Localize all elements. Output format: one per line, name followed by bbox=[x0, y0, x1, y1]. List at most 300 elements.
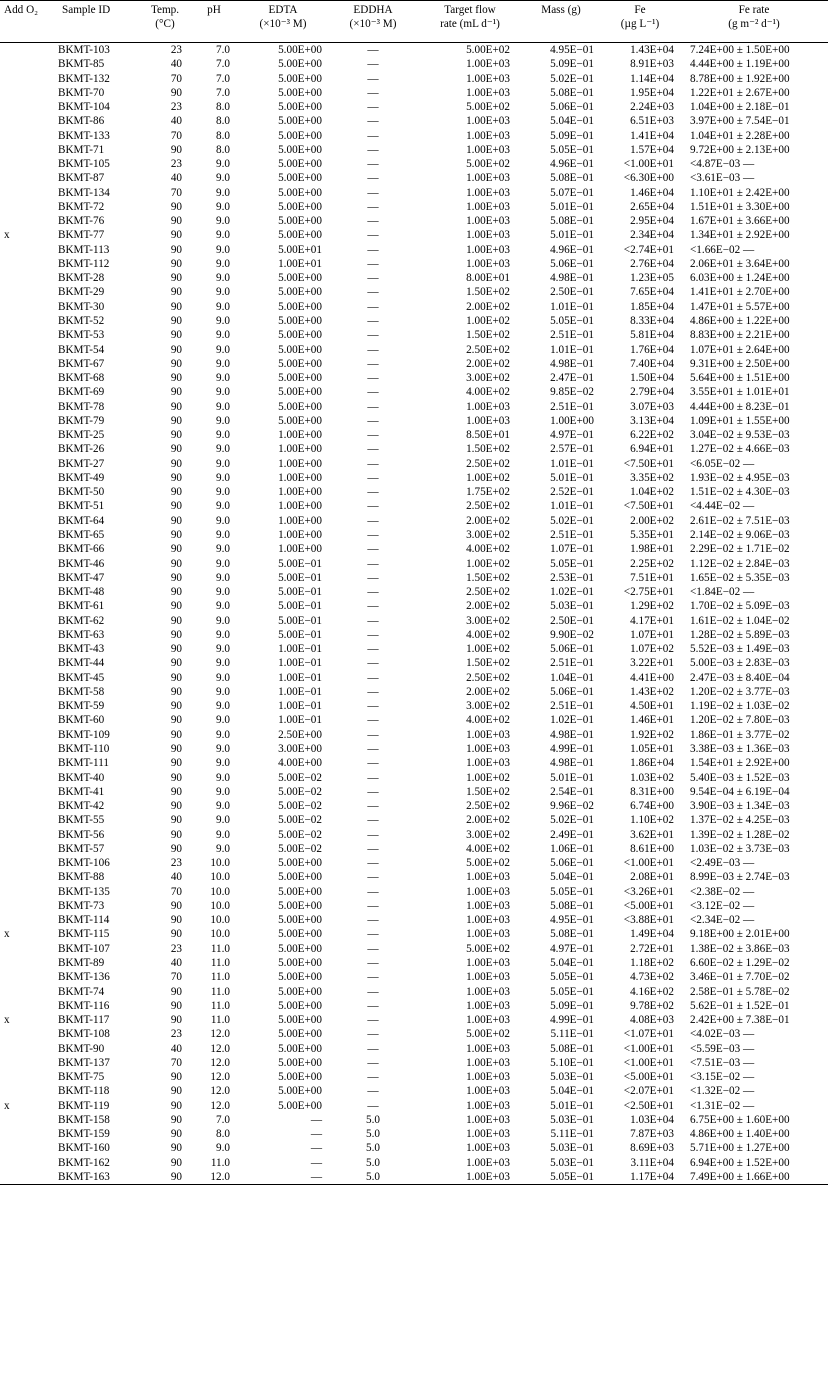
cell-sample-id: BKMT-66 bbox=[58, 543, 105, 556]
cell-eddha: — bbox=[367, 72, 379, 85]
cell-fe-rate: 1.20E−02 ± 3.77E−03 bbox=[690, 685, 790, 698]
cell-edta: 1.00E+00 bbox=[278, 500, 322, 513]
cell-add-o2 bbox=[0, 114, 58, 128]
table-row bbox=[0, 257, 828, 271]
cell-add-o2 bbox=[0, 557, 58, 571]
cell-fe: 1.14E+04 bbox=[630, 72, 674, 85]
cell-fe: 2.95E+04 bbox=[630, 215, 674, 228]
cell-flow-rate: 1.00E+02 bbox=[466, 471, 510, 484]
cell-edta: 5.00E+00 bbox=[278, 129, 322, 142]
header-line: Temp. bbox=[150, 4, 180, 16]
cell-eddha: — bbox=[367, 700, 379, 713]
cell-ph: 9.0 bbox=[216, 785, 230, 798]
cell-temp: 90 bbox=[170, 999, 182, 1012]
cell-flow-rate: 1.00E+03 bbox=[466, 72, 510, 85]
table-row bbox=[0, 129, 828, 143]
cell-temp: 90 bbox=[170, 143, 182, 156]
cell-eddha: — bbox=[367, 529, 379, 541]
cell-ph: 9.0 bbox=[216, 529, 230, 541]
cell-edta: 5.00E+00 bbox=[278, 885, 322, 898]
header-eddha bbox=[328, 1, 418, 43]
cell-sample-id: BKMT-49 bbox=[58, 471, 105, 484]
cell-fe-rate: <3.61E−03 — bbox=[690, 172, 755, 185]
cell-sample-id: BKMT-51 bbox=[58, 500, 105, 513]
cell-add-o2 bbox=[0, 999, 58, 1013]
cell-flow-rate: 2.00E+02 bbox=[466, 814, 510, 827]
cell-fe: 3.11E+04 bbox=[630, 1156, 674, 1169]
header-sample-id bbox=[58, 1, 140, 43]
table-row bbox=[0, 314, 828, 328]
table-row bbox=[0, 1113, 828, 1127]
cell-fe-rate: 1.04E+00 ± 2.18E−01 bbox=[690, 101, 790, 114]
cell-mass: 2.51E−01 bbox=[550, 529, 594, 541]
cell-add-o2 bbox=[0, 856, 58, 870]
table-row bbox=[0, 742, 828, 756]
cell-eddha: — bbox=[367, 286, 379, 299]
cell-fe-rate: 6.03E+00 ± 1.24E+00 bbox=[690, 272, 790, 285]
cell-sample-id: BKMT-61 bbox=[58, 600, 105, 613]
table-row bbox=[0, 813, 828, 827]
cell-edta: 5.00E+00 bbox=[278, 186, 322, 199]
cell-flow-rate: 1.00E+03 bbox=[466, 1071, 510, 1084]
cell-temp: 70 bbox=[170, 885, 182, 898]
cell-flow-rate: 2.00E+02 bbox=[466, 600, 510, 613]
cell-add-o2 bbox=[0, 984, 58, 998]
cell-flow-rate: 1.50E+02 bbox=[466, 657, 510, 670]
cell-ph: 9.0 bbox=[216, 514, 230, 527]
cell-edta: 3.00E+00 bbox=[278, 742, 322, 755]
cell-fe-rate: 4.44E+00 ± 8.23E−01 bbox=[690, 400, 790, 413]
cell-ph: 11.0 bbox=[210, 956, 230, 969]
header-line: pH bbox=[207, 4, 221, 16]
cell-mass: 5.04E−01 bbox=[550, 1085, 594, 1098]
cell-ph: 9.0 bbox=[216, 742, 230, 755]
cell-temp: 90 bbox=[170, 643, 182, 656]
cell-flow-rate: 3.00E+02 bbox=[466, 828, 510, 841]
cell-mass: 5.01E−01 bbox=[550, 229, 594, 242]
cell-ph: 9.0 bbox=[216, 443, 230, 456]
cell-add-o2 bbox=[0, 699, 58, 713]
cell-mass: 1.01E−01 bbox=[550, 500, 594, 513]
cell-sample-id: BKMT-65 bbox=[58, 529, 105, 541]
header-line: Fe rate bbox=[738, 4, 770, 16]
cell-flow-rate: 1.00E+03 bbox=[466, 115, 510, 128]
cell-flow-rate: 1.00E+03 bbox=[466, 1156, 510, 1169]
cell-sample-id: BKMT-114 bbox=[58, 914, 110, 927]
cell-fe: 3.22E+01 bbox=[630, 657, 674, 670]
cell-temp: 90 bbox=[170, 372, 182, 385]
cell-mass: 9.96E−02 bbox=[550, 800, 594, 813]
cell-eddha: — bbox=[367, 186, 379, 199]
cell-fe: 2.65E+04 bbox=[630, 200, 674, 213]
cell-mass: 2.50E−01 bbox=[550, 614, 594, 627]
cell-edta: 5.00E−02 bbox=[278, 814, 322, 827]
cell-temp: 90 bbox=[170, 315, 182, 328]
cell-temp: 90 bbox=[170, 571, 182, 584]
cell-add-o2 bbox=[0, 385, 58, 399]
cell-temp: 90 bbox=[170, 286, 182, 299]
cell-ph: 9.0 bbox=[216, 457, 230, 470]
cell-edta: 5.00E+00 bbox=[278, 871, 322, 884]
cell-fe-rate: 1.41E+01 ± 2.70E+00 bbox=[690, 286, 790, 299]
header-line: Target flow bbox=[444, 4, 496, 16]
cell-sample-id: BKMT-104 bbox=[58, 101, 110, 114]
cell-add-o2 bbox=[0, 499, 58, 513]
cell-sample-id: BKMT-87 bbox=[58, 172, 105, 185]
cell-flow-rate: 2.50E+02 bbox=[466, 800, 510, 813]
cell-temp: 40 bbox=[170, 172, 182, 185]
cell-ph: 9.0 bbox=[216, 229, 230, 242]
cell-ph: 9.0 bbox=[216, 800, 230, 813]
cell-eddha: — bbox=[367, 300, 379, 313]
cell-add-o2 bbox=[0, 742, 58, 756]
cell-add-o2 bbox=[0, 243, 58, 257]
cell-flow-rate: 1.00E+03 bbox=[466, 143, 510, 156]
cell-ph: 11.0 bbox=[210, 1156, 230, 1169]
cell-fe: 1.03E+02 bbox=[630, 771, 674, 784]
cell-edta: 5.00E−01 bbox=[278, 571, 322, 584]
cell-eddha: — bbox=[367, 1014, 379, 1027]
table-row bbox=[0, 385, 828, 399]
cell-edta: 5.00E+00 bbox=[278, 58, 322, 71]
cell-ph: 9.0 bbox=[216, 329, 230, 342]
cell-ph: 7.0 bbox=[216, 86, 230, 99]
cell-fe: <5.00E+01 bbox=[623, 899, 674, 912]
table-row bbox=[0, 428, 828, 442]
cell-sample-id: BKMT-136 bbox=[58, 971, 110, 984]
cell-fe-rate: <6.05E−02 — bbox=[690, 457, 755, 470]
cell-fe-rate: 1.03E−02 ± 3.73E−03 bbox=[690, 842, 790, 855]
cell-ph: 9.0 bbox=[216, 272, 230, 285]
cell-mass: 5.06E−01 bbox=[550, 101, 594, 114]
cell-temp: 90 bbox=[170, 1071, 182, 1084]
cell-eddha: — bbox=[367, 457, 379, 470]
cell-eddha: — bbox=[367, 44, 379, 56]
cell-flow-rate: 3.00E+02 bbox=[466, 372, 510, 385]
table-row bbox=[0, 699, 828, 713]
cell-add-o2 bbox=[0, 214, 58, 228]
cell-fe: 7.65E+04 bbox=[630, 286, 674, 299]
header-line: (×10⁻³ M) bbox=[259, 18, 307, 30]
cell-eddha: — bbox=[367, 571, 379, 584]
cell-flow-rate: 1.00E+03 bbox=[466, 86, 510, 99]
cell-ph: 9.0 bbox=[216, 372, 230, 385]
cell-fe: 1.43E+02 bbox=[630, 685, 674, 698]
cell-fe-rate: <3.15E−02 — bbox=[690, 1071, 755, 1084]
cell-eddha: — bbox=[367, 471, 379, 484]
cell-mass: 5.03E−01 bbox=[550, 1071, 594, 1084]
cell-sample-id: BKMT-108 bbox=[58, 1028, 110, 1041]
cell-add-o2 bbox=[0, 157, 58, 171]
cell-flow-rate: 2.50E+02 bbox=[466, 671, 510, 684]
cell-fe: 8.33E+04 bbox=[630, 315, 674, 328]
cell-add-o2: x bbox=[4, 928, 10, 941]
cell-fe-rate: 5.62E−01 ± 1.52E−01 bbox=[690, 999, 790, 1012]
header-line: Mass (g) bbox=[541, 4, 581, 16]
cell-fe-rate: 4.86E+00 ± 1.40E+00 bbox=[690, 1128, 790, 1141]
table-row bbox=[0, 1170, 828, 1185]
cell-sample-id: BKMT-71 bbox=[58, 143, 105, 156]
cell-ph: 9.0 bbox=[216, 186, 230, 199]
cell-flow-rate: 1.00E+02 bbox=[466, 771, 510, 784]
cell-fe: 2.25E+02 bbox=[630, 557, 674, 570]
cell-edta: 1.00E+00 bbox=[278, 471, 322, 484]
cell-flow-rate: 1.00E+03 bbox=[466, 172, 510, 185]
cell-add-o2 bbox=[0, 86, 58, 100]
header-line: Add O₂ bbox=[4, 4, 39, 16]
cell-add-o2 bbox=[0, 756, 58, 770]
cell-eddha: — bbox=[367, 899, 379, 912]
cell-fe: 9.78E+02 bbox=[630, 999, 674, 1012]
cell-temp: 90 bbox=[170, 429, 182, 442]
cell-fe-rate: 7.24E+00 ± 1.50E+00 bbox=[690, 44, 790, 56]
cell-temp: 90 bbox=[170, 1156, 182, 1169]
cell-fe-rate: 8.83E+00 ± 2.21E+00 bbox=[690, 329, 790, 342]
cell-edta: 5.00E+00 bbox=[278, 1071, 322, 1084]
cell-flow-rate: 1.00E+03 bbox=[466, 1042, 510, 1055]
cell-add-o2 bbox=[0, 471, 58, 485]
cell-ph: 9.0 bbox=[216, 771, 230, 784]
cell-fe-rate: 5.52E−03 ± 1.49E−03 bbox=[690, 643, 790, 656]
table-row bbox=[0, 557, 828, 571]
cell-fe-rate: 1.12E−02 ± 2.84E−03 bbox=[690, 557, 790, 570]
cell-fe-rate: 5.00E−03 ± 2.83E−03 bbox=[690, 657, 790, 670]
cell-edta: 5.00E+00 bbox=[278, 86, 322, 99]
cell-mass: 5.03E−01 bbox=[550, 600, 594, 613]
cell-add-o2 bbox=[0, 970, 58, 984]
cell-ph: 9.0 bbox=[216, 643, 230, 656]
cell-flow-rate: 3.00E+02 bbox=[466, 614, 510, 627]
cell-ph: 9.0 bbox=[216, 500, 230, 513]
cell-flow-rate: 1.00E+03 bbox=[466, 985, 510, 998]
cell-mass: 5.01E−01 bbox=[550, 1099, 594, 1112]
cell-eddha: — bbox=[367, 414, 379, 427]
cell-fe-rate: 6.75E+00 ± 1.60E+00 bbox=[690, 1113, 790, 1126]
cell-add-o2 bbox=[0, 514, 58, 528]
cell-sample-id: BKMT-30 bbox=[58, 300, 105, 313]
cell-mass: 5.01E−01 bbox=[550, 471, 594, 484]
cell-ph: 9.0 bbox=[216, 614, 230, 627]
cell-sample-id: BKMT-53 bbox=[58, 329, 105, 342]
cell-mass: 4.97E−01 bbox=[550, 429, 594, 442]
cell-sample-id: BKMT-76 bbox=[58, 215, 105, 228]
cell-mass: 4.99E−01 bbox=[550, 742, 594, 755]
table-row bbox=[0, 956, 828, 970]
cell-sample-id: BKMT-64 bbox=[58, 514, 105, 527]
cell-eddha: — bbox=[367, 1099, 379, 1112]
cell-mass: 5.02E−01 bbox=[550, 814, 594, 827]
table-row bbox=[0, 899, 828, 913]
cell-ph: 11.0 bbox=[210, 971, 230, 984]
cell-fe-rate: <4.02E−03 — bbox=[690, 1028, 755, 1041]
cell-sample-id: BKMT-111 bbox=[58, 757, 109, 770]
cell-ph: 8.0 bbox=[216, 115, 230, 128]
cell-flow-rate: 1.00E+03 bbox=[466, 928, 510, 941]
cell-temp: 23 bbox=[170, 158, 182, 171]
cell-temp: 90 bbox=[170, 486, 182, 499]
cell-eddha: — bbox=[367, 486, 379, 499]
cell-temp: 90 bbox=[170, 200, 182, 213]
cell-eddha: — bbox=[367, 1028, 379, 1041]
table-row bbox=[0, 157, 828, 171]
cell-fe: 4.16E+02 bbox=[630, 985, 674, 998]
header-line: (×10⁻³ M) bbox=[349, 18, 397, 30]
cell-temp: 90 bbox=[170, 757, 182, 770]
cell-edta: 1.00E+00 bbox=[278, 529, 322, 541]
table-row bbox=[0, 842, 828, 856]
table-row bbox=[0, 442, 828, 456]
cell-flow-rate: 3.00E+02 bbox=[466, 700, 510, 713]
header-ph bbox=[190, 1, 238, 43]
cell-ph: 12.0 bbox=[210, 1099, 230, 1112]
cell-fe: 2.76E+04 bbox=[630, 257, 674, 270]
cell-sample-id: BKMT-85 bbox=[58, 58, 105, 71]
cell-edta: 5.00E+00 bbox=[278, 172, 322, 185]
cell-fe: <6.30E+00 bbox=[623, 172, 674, 185]
cell-sample-id: BKMT-112 bbox=[58, 257, 110, 270]
cell-add-o2 bbox=[0, 271, 58, 285]
cell-eddha: — bbox=[367, 143, 379, 156]
cell-ph: 10.0 bbox=[210, 928, 230, 941]
cell-mass: 1.02E−01 bbox=[550, 586, 594, 599]
cell-add-o2 bbox=[0, 1056, 58, 1070]
cell-ph: 8.0 bbox=[216, 101, 230, 114]
cell-ph: 7.0 bbox=[216, 58, 230, 71]
cell-edta: 5.00E−02 bbox=[278, 771, 322, 784]
cell-flow-rate: 5.00E+02 bbox=[466, 44, 510, 56]
cell-temp: 90 bbox=[170, 500, 182, 513]
cell-edta: 5.00E+00 bbox=[278, 72, 322, 85]
cell-fe: <1.00E+01 bbox=[623, 1042, 674, 1055]
cell-fe-rate: 1.27E−02 ± 4.66E−03 bbox=[690, 443, 790, 456]
cell-fe-rate: 3.04E−02 ± 9.53E−03 bbox=[690, 429, 790, 442]
cell-sample-id: BKMT-46 bbox=[58, 557, 105, 570]
table-row bbox=[0, 514, 828, 528]
cell-mass: 9.85E−02 bbox=[550, 386, 594, 399]
cell-temp: 90 bbox=[170, 357, 182, 370]
cell-mass: 5.03E−01 bbox=[550, 1142, 594, 1155]
cell-ph: 9.0 bbox=[216, 657, 230, 670]
cell-flow-rate: 1.00E+03 bbox=[466, 1014, 510, 1027]
cell-fe-rate: 1.22E+01 ± 2.67E+00 bbox=[690, 86, 790, 99]
cell-ph: 9.0 bbox=[216, 486, 230, 499]
cell-mass: 4.98E−01 bbox=[550, 357, 594, 370]
cell-ph: 9.0 bbox=[216, 215, 230, 228]
cell-mass: 5.05E−01 bbox=[550, 1170, 594, 1183]
cell-fe-rate: 3.90E−03 ± 1.34E−03 bbox=[690, 800, 790, 813]
cell-fe-rate: <2.34E−02 — bbox=[690, 914, 755, 927]
cell-edta: 5.00E+00 bbox=[278, 357, 322, 370]
cell-temp: 23 bbox=[170, 101, 182, 114]
cell-flow-rate: 8.00E+01 bbox=[466, 272, 510, 285]
cell-fe-rate: 5.71E+00 ± 1.27E+00 bbox=[690, 1142, 790, 1155]
cell-mass: 5.06E−01 bbox=[550, 685, 594, 698]
cell-temp: 90 bbox=[170, 985, 182, 998]
table-row bbox=[0, 100, 828, 114]
cell-fe-rate: 1.51E+01 ± 3.30E+00 bbox=[690, 200, 790, 213]
cell-mass: 5.05E−01 bbox=[550, 143, 594, 156]
cell-edta: 5.00E+00 bbox=[278, 329, 322, 342]
cell-temp: 90 bbox=[170, 243, 182, 256]
cell-add-o2 bbox=[0, 400, 58, 414]
header-temp bbox=[140, 1, 190, 43]
cell-add-o2 bbox=[0, 371, 58, 385]
cell-ph: 9.0 bbox=[216, 357, 230, 370]
table-header bbox=[0, 1, 828, 43]
cell-ph: 9.0 bbox=[216, 257, 230, 270]
cell-ph: 9.0 bbox=[216, 828, 230, 841]
cell-mass: 2.54E−01 bbox=[550, 785, 594, 798]
header-line: (°C) bbox=[155, 18, 175, 30]
cell-edta: 5.00E−01 bbox=[278, 628, 322, 641]
cell-fe-rate: 1.04E+01 ± 2.28E+00 bbox=[690, 129, 790, 142]
cell-edta: — bbox=[310, 1128, 322, 1141]
cell-eddha: 5.0 bbox=[366, 1142, 380, 1155]
cell-add-o2 bbox=[0, 1027, 58, 1041]
cell-add-o2 bbox=[0, 813, 58, 827]
cell-eddha: — bbox=[367, 372, 379, 385]
cell-ph: 8.0 bbox=[216, 143, 230, 156]
cell-sample-id: BKMT-70 bbox=[58, 86, 105, 99]
cell-add-o2 bbox=[0, 129, 58, 143]
cell-ph: 9.0 bbox=[216, 557, 230, 570]
cell-fe: <3.26E+01 bbox=[623, 885, 674, 898]
header-fe bbox=[600, 1, 680, 43]
cell-temp: 40 bbox=[170, 1042, 182, 1055]
cell-ph: 11.0 bbox=[210, 1014, 230, 1027]
cell-eddha: — bbox=[367, 757, 379, 770]
cell-mass: 4.98E−01 bbox=[550, 728, 594, 741]
cell-mass: 4.95E−01 bbox=[550, 914, 594, 927]
cell-temp: 90 bbox=[170, 443, 182, 456]
cell-add-o2 bbox=[0, 1127, 58, 1141]
cell-fe-rate: 9.54E−04 ± 6.19E−04 bbox=[690, 785, 790, 798]
cell-fe: 7.87E+03 bbox=[630, 1128, 674, 1141]
cell-fe: 1.85E+04 bbox=[630, 300, 674, 313]
cell-mass: 2.51E−01 bbox=[550, 329, 594, 342]
cell-add-o2 bbox=[0, 770, 58, 784]
cell-fe-rate: 1.47E+01 ± 5.57E+00 bbox=[690, 300, 790, 313]
cell-sample-id: BKMT-88 bbox=[58, 871, 105, 884]
cell-sample-id: BKMT-58 bbox=[58, 685, 105, 698]
cell-ph: 9.0 bbox=[216, 243, 230, 256]
cell-eddha: — bbox=[367, 1042, 379, 1055]
cell-add-o2 bbox=[0, 956, 58, 970]
header-line: EDTA bbox=[268, 4, 298, 16]
cell-edta: 1.00E−01 bbox=[278, 671, 322, 684]
cell-fe: 1.43E+04 bbox=[630, 44, 674, 56]
cell-fe: 6.74E+00 bbox=[630, 800, 674, 813]
cell-eddha: — bbox=[367, 742, 379, 755]
cell-mass: 5.10E−01 bbox=[550, 1056, 594, 1069]
cell-flow-rate: 4.00E+02 bbox=[466, 842, 510, 855]
cell-sample-id: BKMT-75 bbox=[58, 1071, 105, 1084]
cell-fe-rate: <2.49E−03 — bbox=[690, 857, 755, 870]
cell-flow-rate: 2.00E+02 bbox=[466, 514, 510, 527]
cell-eddha: — bbox=[367, 1085, 379, 1098]
cell-mass: 5.08E−01 bbox=[550, 172, 594, 185]
cell-add-o2 bbox=[0, 1070, 58, 1084]
cell-edta: 5.00E+00 bbox=[278, 286, 322, 299]
table-row bbox=[0, 713, 828, 727]
cell-temp: 90 bbox=[170, 928, 182, 941]
table-row bbox=[0, 970, 828, 984]
cell-temp: 40 bbox=[170, 58, 182, 71]
cell-flow-rate: 1.00E+03 bbox=[466, 1056, 510, 1069]
cell-mass: 5.01E−01 bbox=[550, 200, 594, 213]
cell-edta: 1.00E−01 bbox=[278, 714, 322, 727]
table-row bbox=[0, 785, 828, 799]
